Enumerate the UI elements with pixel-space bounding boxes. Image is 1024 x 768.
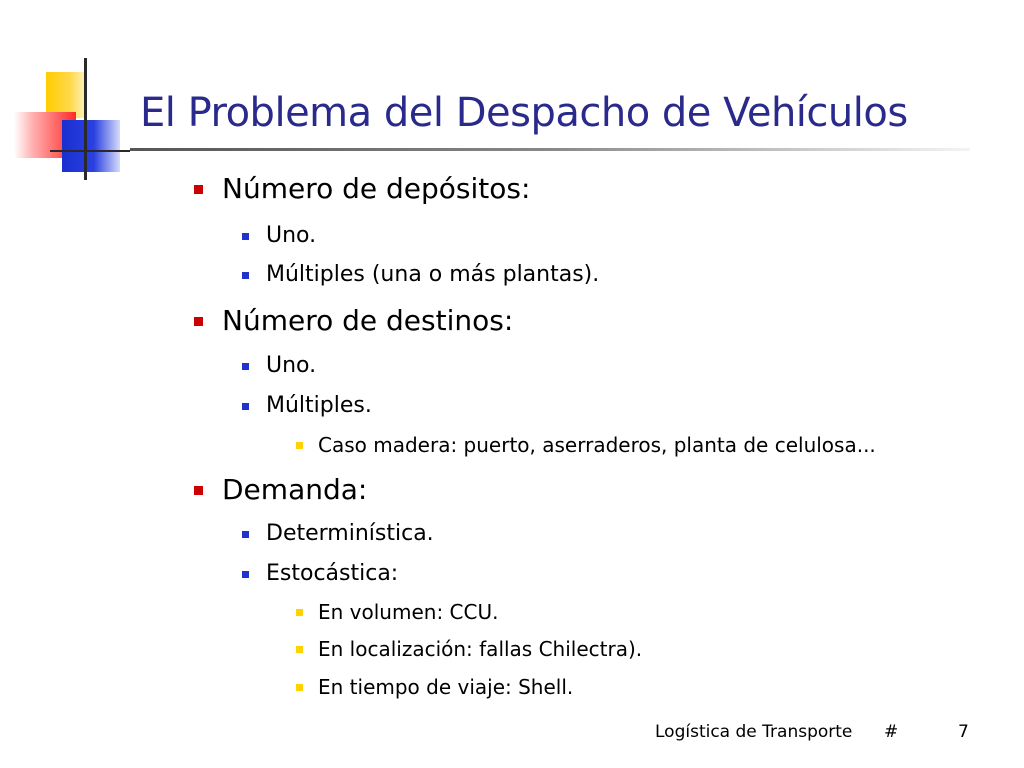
bullet-item [318, 675, 573, 699]
square-bullet-icon [242, 571, 249, 578]
bullet-item [318, 637, 642, 661]
bullet-text: En tiempo de viaje: Shell. [318, 675, 574, 699]
square-bullet-icon [194, 486, 203, 495]
bullet-text: En localización: fallas Chilectra). [318, 637, 643, 661]
square-bullet-icon [242, 403, 249, 410]
bullet-text: Determinística. [266, 521, 434, 546]
bullet-item [222, 304, 513, 337]
bullet-item [222, 172, 530, 205]
square-bullet-icon [296, 646, 303, 653]
bullet-item [266, 262, 599, 287]
bullet-text: Demanda: [222, 473, 368, 506]
bullet-item [318, 433, 876, 457]
bullet-item [266, 393, 372, 418]
square-bullet-icon [242, 272, 249, 279]
square-bullet-icon [194, 185, 203, 194]
bullet-text: En volumen: CCU. [318, 600, 499, 624]
square-bullet-icon [242, 531, 249, 538]
bullet-text: Número de destinos: [222, 304, 514, 337]
square-bullet-icon [296, 684, 303, 691]
slide-title: El Problema del Despacho de Vehículos [140, 90, 908, 136]
square-bullet-icon [296, 609, 303, 616]
footer-page-number: 7 [958, 722, 969, 742]
bullet-text: Múltiples (una o más plantas). [266, 262, 600, 287]
square-bullet-icon [296, 442, 303, 449]
bullet-text: Estocástica: [266, 561, 399, 586]
bullet-item [222, 473, 367, 506]
footer-course-title: Logística de Transporte [655, 722, 853, 742]
bullet-text: Uno. [266, 223, 317, 248]
bullet-item [266, 561, 398, 586]
square-bullet-icon [194, 317, 203, 326]
bullet-item [266, 521, 434, 546]
bullet-item [266, 223, 316, 248]
bullet-text: Múltiples. [266, 393, 372, 418]
bullet-text: Número de depósitos: [222, 172, 531, 205]
footer-hash: # [884, 722, 899, 742]
bullet-text: Uno. [266, 353, 317, 378]
square-bullet-icon [242, 363, 249, 370]
bullet-item [266, 353, 316, 378]
bullet-item [318, 600, 498, 624]
bullet-text: Caso madera: puerto, aserraderos, planta de celulosa... [318, 433, 876, 457]
square-bullet-icon [242, 233, 249, 240]
